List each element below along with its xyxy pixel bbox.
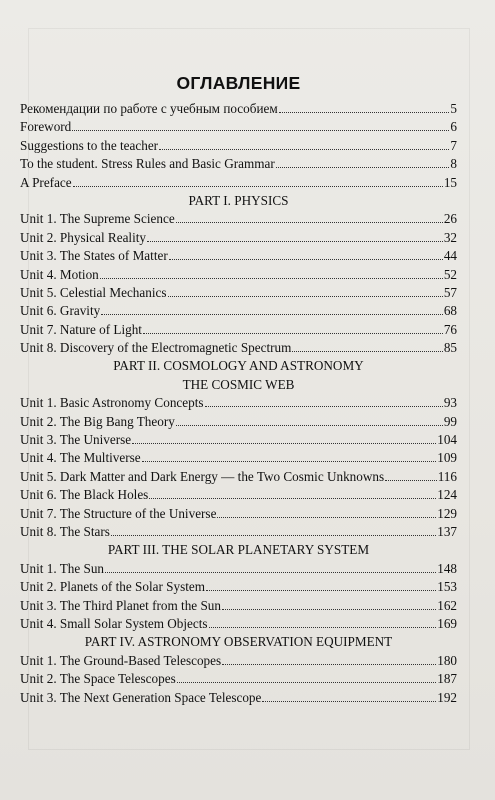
page-number: 192 — [437, 689, 457, 705]
dot-leader — [105, 571, 436, 573]
dot-leader — [72, 129, 449, 131]
entry-title: Unit 8. The Stars — [20, 523, 110, 539]
entry-title: Unit 4. The Multiverse — [20, 450, 141, 466]
dot-leader — [169, 258, 443, 260]
toc-entry[interactable] — [20, 339, 457, 357]
page-number: 187 — [437, 671, 457, 687]
dot-leader — [101, 313, 443, 315]
page-number: 116 — [437, 468, 457, 484]
toc-entry[interactable] — [20, 155, 457, 173]
toc-entry[interactable] — [20, 210, 457, 228]
dot-leader — [142, 460, 437, 462]
page-number: 7 — [450, 137, 457, 153]
dot-leader — [100, 277, 443, 279]
toc-entry[interactable] — [20, 137, 457, 155]
toc-entry[interactable] — [20, 486, 457, 504]
entry-title: Unit 2. The Space Telescopes — [20, 671, 176, 687]
dot-leader — [222, 608, 436, 610]
toc-entry[interactable] — [20, 266, 457, 284]
entry-title: Unit 6. Gravity — [20, 303, 101, 319]
toc-entry[interactable] — [20, 468, 457, 486]
dot-leader — [385, 479, 437, 481]
entry-title: A Preface — [20, 174, 72, 190]
page-number: 32 — [443, 229, 457, 245]
entry-title: Unit 3. The Universe — [20, 432, 132, 448]
page-number: 109 — [437, 450, 457, 466]
entry-title: Unit 3. The Next Generation Space Telescope — [20, 689, 262, 705]
toc-entry[interactable] — [20, 118, 457, 136]
entry-title: Unit 2. The Big Bang Theory — [20, 413, 175, 429]
toc-entry[interactable] — [20, 449, 457, 467]
toc-entry[interactable] — [20, 174, 457, 192]
toc-entry[interactable] — [20, 321, 457, 339]
toc-entry[interactable] — [20, 523, 457, 541]
entry-title: Unit 5. Dark Matter and Dark Energy — the Two Cosmic Unknowns — [20, 468, 385, 484]
entry-title: Unit 3. The Third Planet from the Sun — [20, 597, 221, 613]
entry-title: Unit 6. The Black Holes — [20, 487, 149, 503]
page-number: 137 — [437, 523, 457, 539]
page-number: 93 — [443, 395, 457, 411]
entry-title: Unit 7. Nature of Light — [20, 321, 142, 337]
toc-entry[interactable] — [20, 431, 457, 449]
dot-leader — [217, 516, 436, 518]
entry-title: Foreword — [20, 119, 72, 135]
dot-leader — [206, 589, 436, 591]
page-number: 104 — [437, 432, 457, 448]
entry-title: Рекомендации по работе с учебным пособием — [20, 101, 278, 116]
toc-entry[interactable] — [20, 689, 457, 707]
toc-entry[interactable] — [20, 578, 457, 596]
dot-leader — [111, 534, 436, 536]
dot-leader — [205, 405, 443, 407]
part-heading: PART III. THE SOLAR PLANETARY SYSTEM — [107, 542, 370, 558]
dot-leader — [73, 185, 443, 187]
page-number: 8 — [450, 156, 457, 172]
part-heading: PART I. PHYSICS — [188, 192, 289, 208]
entry-title: Suggestions to the teacher — [20, 137, 159, 153]
page-number: 129 — [437, 505, 457, 521]
dot-leader — [168, 295, 443, 297]
page-number: 148 — [437, 560, 457, 576]
page-number: 180 — [437, 652, 457, 668]
entry-title: Unit 2. Physical Reality — [20, 229, 147, 245]
page-number: 76 — [443, 321, 457, 337]
toc-entry[interactable] — [20, 100, 457, 118]
dot-leader — [176, 221, 443, 223]
toc-entry[interactable] — [20, 670, 457, 688]
dot-leader — [147, 240, 443, 242]
page-number: 44 — [443, 248, 457, 264]
toc-entry[interactable] — [20, 229, 457, 247]
page-number: 153 — [437, 579, 457, 595]
page-number: 85 — [443, 340, 457, 356]
part-heading: PART II. COSMOLOGY AND ASTRONOMY — [113, 358, 364, 374]
dot-leader — [149, 497, 436, 499]
dot-leader — [222, 663, 436, 665]
entry-title: Unit 4. Motion — [20, 266, 99, 282]
dot-leader — [276, 166, 450, 168]
dot-leader — [209, 626, 437, 628]
toc-entry[interactable] — [20, 560, 457, 578]
page-number: 99 — [443, 413, 457, 429]
toc-entry[interactable] — [20, 284, 457, 302]
toc-list — [20, 100, 457, 707]
toc-entry[interactable] — [20, 394, 457, 412]
entry-title: Unit 1. Basic Astronomy Concepts — [20, 395, 204, 411]
toc-title: ОГЛАВЛЕНИЕ — [176, 73, 301, 93]
part-heading: THE COSMIC WEB — [182, 376, 295, 392]
entry-title: Unit 1. The Sun — [20, 560, 105, 576]
page-number: 169 — [437, 615, 457, 631]
dot-leader — [262, 700, 436, 702]
page-number: 5 — [450, 101, 457, 116]
page-number: 26 — [443, 211, 457, 227]
page-number: 124 — [437, 487, 457, 503]
toc-entry[interactable] — [20, 413, 457, 431]
part-heading: PART IV. ASTRONOMY OBSERVATION EQUIPMENT — [84, 634, 393, 650]
dot-leader — [159, 148, 449, 150]
entry-title: Unit 4. Small Solar System Objects — [20, 615, 208, 631]
dot-leader — [143, 332, 443, 334]
dot-leader — [176, 424, 443, 426]
entry-title: Unit 3. The States of Matter — [20, 248, 168, 264]
toc-entry[interactable] — [20, 505, 457, 523]
page-number: 57 — [443, 284, 457, 300]
toc-entry[interactable] — [20, 615, 457, 633]
dot-leader — [292, 350, 442, 352]
toc-entry[interactable] — [20, 247, 457, 265]
toc-entry[interactable] — [20, 597, 457, 615]
entry-title: Unit 1. The Supreme Science — [20, 211, 175, 227]
entry-title: Unit 1. The Ground-Based Telescopes — [20, 652, 222, 668]
page-number: 162 — [437, 597, 457, 613]
dot-leader — [132, 442, 436, 444]
entry-title: Unit 8. Discovery of the Electromagnetic Spectrum — [20, 340, 292, 356]
entry-title: To the student. Stress Rules and Basic Grammar — [20, 156, 275, 172]
page-number: 68 — [443, 303, 457, 319]
entry-title: Unit 7. The Structure of the Universe — [20, 505, 217, 521]
dot-leader — [279, 111, 450, 113]
page-number: 15 — [443, 174, 457, 190]
page-number: 6 — [450, 119, 457, 135]
toc-entry[interactable] — [20, 302, 457, 320]
dot-leader — [177, 681, 437, 683]
table-of-contents — [20, 70, 457, 707]
entry-title: Unit 2. Planets of the Solar System — [20, 579, 205, 595]
toc-entry[interactable] — [20, 652, 457, 670]
entry-title: Unit 5. Celestial Mechanics — [20, 284, 167, 300]
page-number: 52 — [443, 266, 457, 282]
